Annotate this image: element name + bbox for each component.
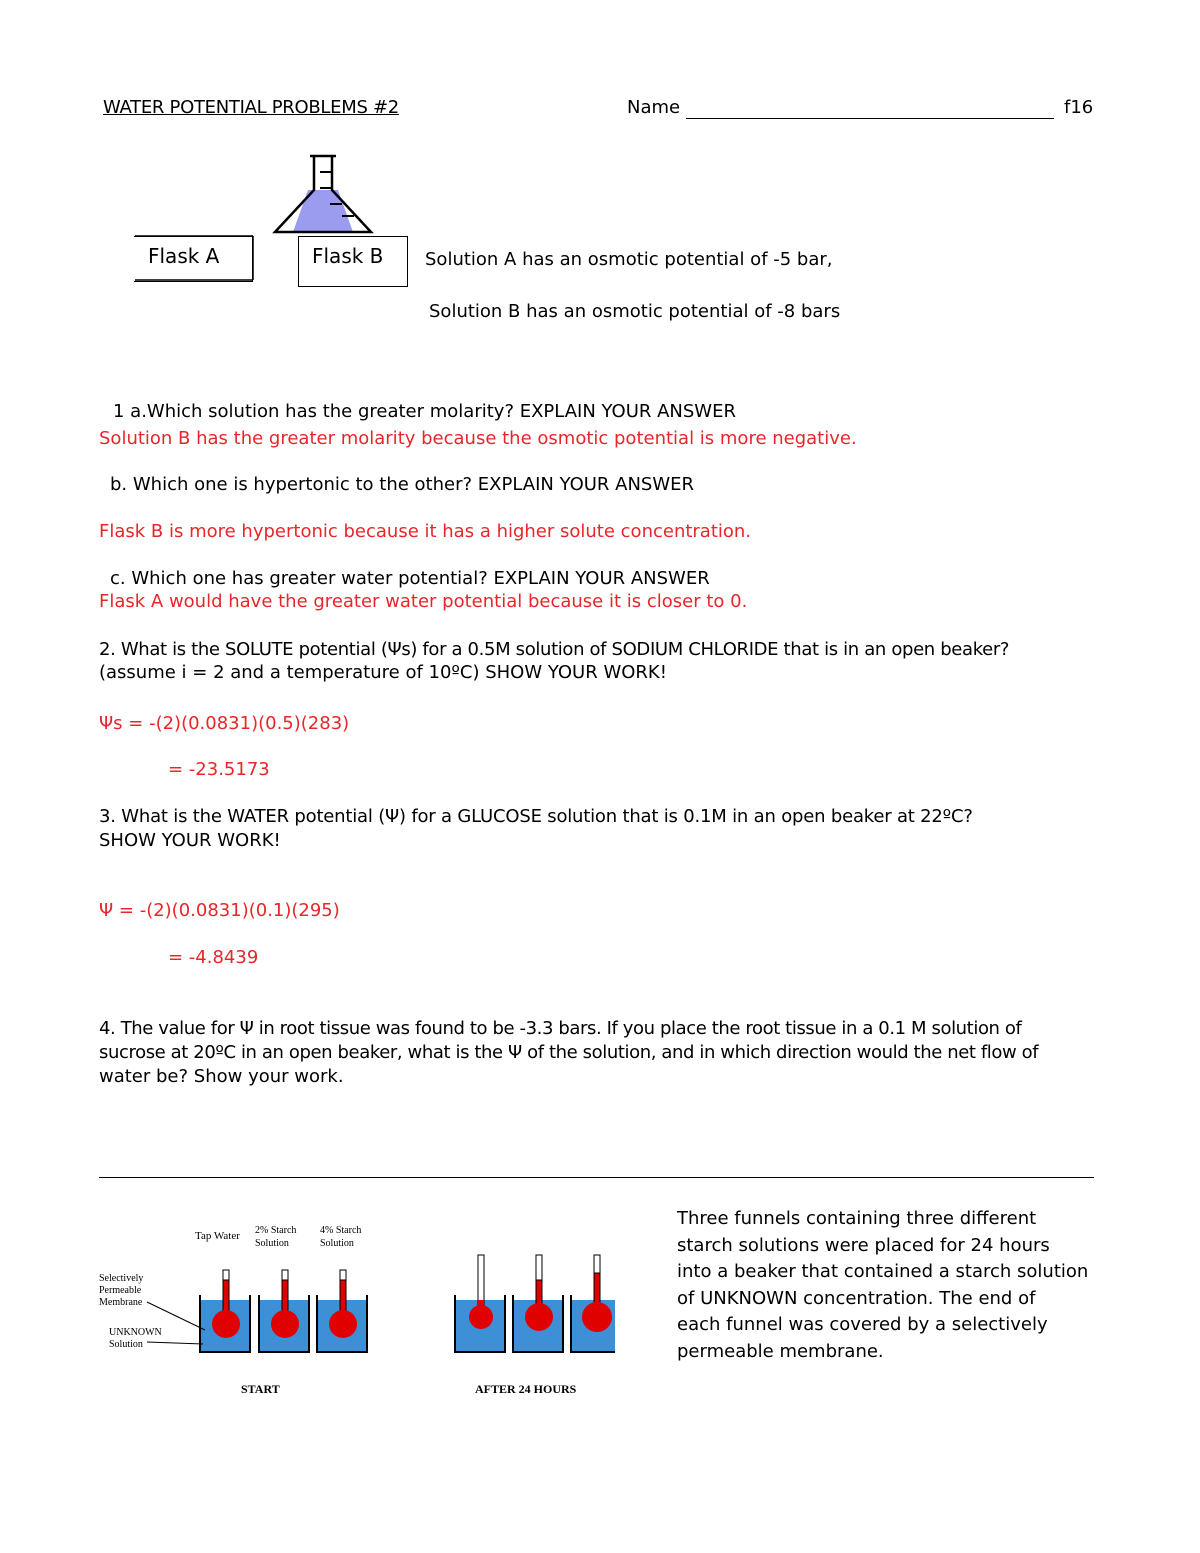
answer-3-result: = -4.8439 xyxy=(168,947,259,968)
question-4-line3: water be? Show your work. xyxy=(99,1066,344,1087)
after-beaker-2 xyxy=(513,1255,563,1352)
question-4-line2: sucrose at 20ºC in an open beaker, what is the Ψ of the solution, and in which direction would the net flow of xyxy=(99,1042,1039,1063)
question-3-line1: 3. What is the WATER potential (Ψ) for a GLUCOSE solution that is 0.1M in an open beaker at 22ºC? xyxy=(99,806,973,827)
experiment-description: Three funnels containing three different starch solutions were placed for 24 hours into a beaker that contained a starch solution of UNKNOWN concentration. The end of each funnel was covered by a selectively permeable membrane. xyxy=(677,1208,1089,1362)
answer-3-work: Ψ = -(2)(0.0831)(0.1)(295) xyxy=(99,900,340,921)
caption-start: START xyxy=(241,1382,280,1396)
answer-1b: Flask B is more hypertonic because it has a higher solute concentration. xyxy=(99,521,752,542)
flask-b-label: Flask B xyxy=(312,244,384,268)
name-field-line[interactable] xyxy=(686,118,1054,119)
solution-b-text: Solution B has an osmotic potential of -8 bars xyxy=(429,301,841,322)
question-1c: c. Which one has greater water potential? EXPLAIN YOUR ANSWER xyxy=(110,568,710,589)
question-2-line1: 2. What is the SOLUTE potential (Ψs) for a 0.5M solution of SODIUM CHLORIDE that is in an open beaker? xyxy=(99,639,1010,660)
question-1b: b. Which one is hypertonic to the other? EXPLAIN YOUR ANSWER xyxy=(110,474,695,495)
start-beaker-3 xyxy=(317,1270,367,1352)
answer-1c: Flask A would have the greater water potential because it is closer to 0. xyxy=(99,591,748,612)
flask-a-label: Flask A xyxy=(148,244,220,268)
section-divider xyxy=(99,1177,1094,1178)
label-2pct-starch: 2% Starch Solution xyxy=(255,1225,297,1249)
after-beaker-3 xyxy=(571,1255,615,1352)
start-beaker-1 xyxy=(200,1270,250,1352)
caption-after-24-hours: AFTER 24 HOURS xyxy=(475,1382,577,1396)
question-1a: 1 a.Which solution has the greater molarity? EXPLAIN YOUR ANSWER xyxy=(113,401,736,422)
worksheet-code: f16 xyxy=(1064,97,1094,118)
label-membrane: Selectively Permeable Membrane xyxy=(99,1273,144,1308)
after-beaker-1 xyxy=(455,1255,505,1352)
solution-a-text: Solution A has an osmotic potential of -5 bar, xyxy=(425,249,833,270)
name-label: Name xyxy=(627,97,681,118)
start-beaker-2 xyxy=(259,1270,309,1352)
worksheet-title: WATER POTENTIAL PROBLEMS #2 xyxy=(103,97,399,118)
answer-2-result: = -23.5173 xyxy=(168,759,270,780)
label-tap-water: Tap Water xyxy=(195,1230,240,1242)
question-2-line2: (assume i = 2 and a temperature of 10ºC) SHOW YOUR WORK! xyxy=(99,662,667,683)
label-unknown-solution: UNKNOWN Solution xyxy=(109,1327,162,1350)
answer-1a: Solution B has the greater molarity because the osmotic potential is more negative. xyxy=(99,428,857,449)
label-4pct-starch: 4% Starch Solution xyxy=(320,1225,362,1249)
answer-2-work: Ψs = -(2)(0.0831)(0.5)(283) xyxy=(99,713,350,734)
question-4-line1: 4. The value for Ψ in root tissue was found to be -3.3 bars. If you place the root tissue in a 0.1 M solution of xyxy=(99,1018,1022,1039)
question-3-line2: SHOW YOUR WORK! xyxy=(99,830,281,851)
